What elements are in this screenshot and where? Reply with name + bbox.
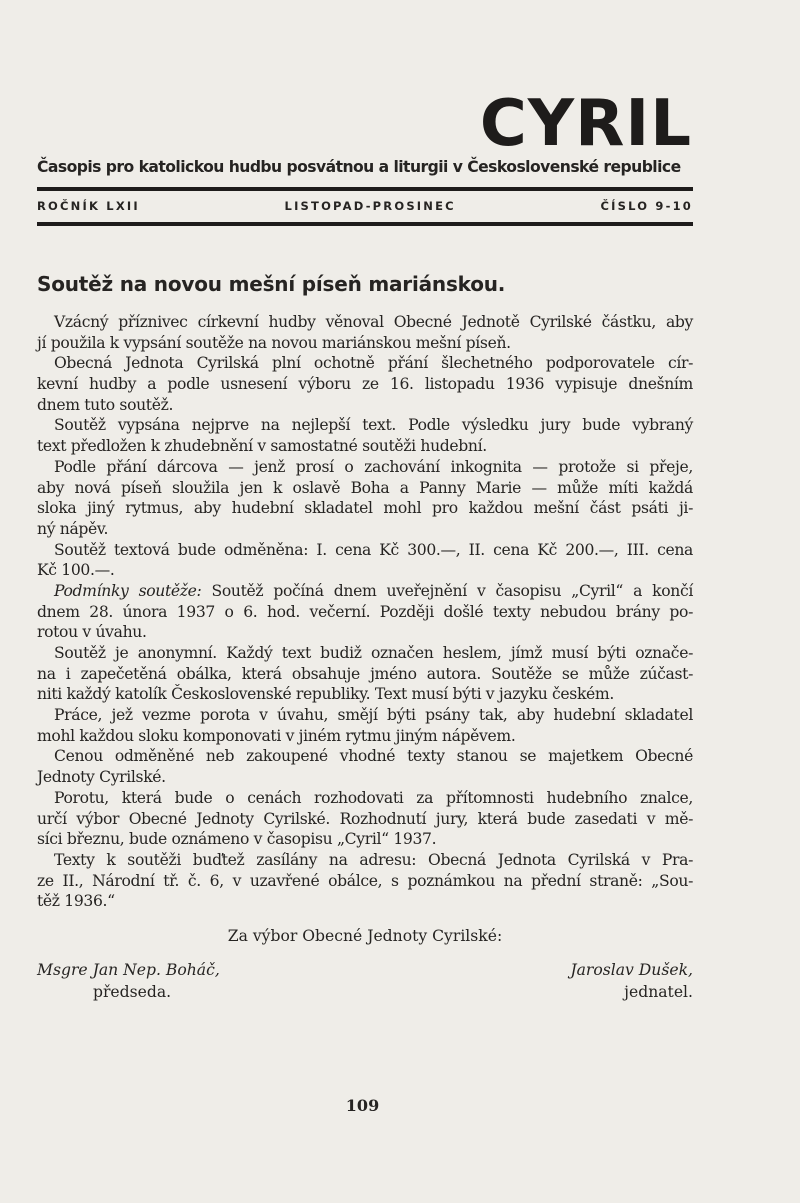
text-line: Kč 100.—. [37, 561, 115, 580]
issue-label: ČÍSLO 9-10 [600, 199, 693, 213]
paragraph [37, 353, 693, 415]
paragraph [37, 746, 693, 787]
journal-subtitle: Časopis pro katolickou hudbu posvátnou a liturgii v Československé republice [37, 158, 681, 176]
text-line: Podle přání dárcova — jenž prosí o zachování inkognita — protože si přeje, [54, 457, 693, 476]
text-line: Obecná Jednota Cyrilská plní ochotně přání šlechetného podporovatele cír- [54, 354, 693, 373]
page-number: 109 [345, 1096, 380, 1115]
paragraph [37, 415, 693, 456]
months-label: LISTOPAD-PROSINEC [284, 199, 456, 213]
text-line: Porotu, která bude o cenách rozhodovati za přítomnosti hudebního znalce, [54, 788, 693, 807]
paragraph [37, 643, 693, 705]
paragraph [37, 312, 693, 353]
text-line: dnem tuto soutěž. [37, 395, 174, 414]
paragraph [37, 581, 693, 643]
text-line: určí výbor Obecné Jednoty Cyrilské. Rozhodnutí jury, která bude zasedati v mě- [37, 809, 693, 828]
text-line: mohl každou sloku komponovati v jiném rytmu jiným nápěvem. [37, 726, 516, 745]
paragraph [37, 850, 693, 912]
text-line: jí použila k vypsání soutěže na novou mariánskou mešní píseň. [37, 333, 511, 352]
line-text: Soutěž počíná dnem uveřejnění v časopisu „Cyril“ a končí [201, 581, 693, 600]
signature-secretary [570, 959, 693, 1003]
text-line: síci březnu, bude oznámeno v časopisu „Cyril“ 1937. [37, 830, 437, 849]
masthead-logo: CYRIL [479, 87, 692, 161]
text-line: ze II., Národní tř. č. 6, v uzavřené obálce, s poznámkou na přední straně: „Sou- [37, 871, 693, 890]
text-line: Cenou odměněné neb zakoupené vhodné texty stanou se majetkem Obecné [54, 747, 693, 766]
text-line: Soutěž textová bude odměněna: I. cena Kč 300.—, II. cena Kč 200.—, III. cena [54, 540, 693, 559]
volume-label: ROČNÍK LXII [37, 199, 140, 213]
text-line: text předložen k zhudebnění v samostatné soutěži hudební. [37, 437, 487, 456]
text-line: niti každý katolík Československé republiky. Text musí býti v jazyku českém. [37, 685, 614, 704]
text-line: na i zapečetěná obálka, která obsahuje jméno autora. Soutěže se může zúčast- [37, 664, 693, 683]
paragraph [37, 788, 693, 850]
paragraph [37, 540, 693, 581]
text-line [37, 581, 693, 602]
text-line: těž 1936.“ [37, 892, 115, 911]
text-line: sloka jiný rytmus, aby hudební skladatel mohl pro každou mešní část psáti ji- [37, 499, 693, 518]
header-rule-top [37, 187, 693, 191]
text-line: ný nápěv. [37, 519, 109, 538]
article-title: Soutěž na novou mešní píseň mariánskou. [37, 272, 506, 296]
text-line: Texty k soutěži buďtež zasílány na adresu: Obecná Jednota Cyrilská v Pra- [54, 850, 693, 869]
text-line: Práce, jež vezme porota v úvahu, smějí býti psány tak, aby hudební skladatel [54, 706, 693, 725]
text-line: Jednoty Cyrilské. [37, 768, 166, 787]
text-line: kevní hudby a podle usnesení výboru ze 16. listopadu 1936 vypisuje dnešním [37, 375, 693, 394]
signatory-name: Jaroslav Dušek, [570, 961, 693, 979]
signature-chairman [37, 959, 220, 1003]
lead-in: Podmínky soutěže: [54, 581, 202, 600]
text-line: Soutěž je anonymní. Každý text budiž označen heslem, jímž musí býti označe- [54, 644, 693, 662]
signatory-role: jednatel. [624, 983, 693, 1001]
text-line: aby nová píseň sloužila jen k oslavě Boha a Panny Marie — může míti každá [37, 478, 693, 497]
signatory-role: předseda. [93, 983, 172, 1001]
text-line: Soutěž vypsána nejprve na nejlepší text. Podle výsledku jury bude vybraný [54, 416, 693, 435]
paragraph [37, 457, 693, 540]
text-line: rotou v úvahu. [37, 623, 147, 642]
article-body [37, 312, 693, 912]
signatory-name: Msgre Jan Nep. Boháč, [37, 961, 220, 979]
issue-info-row [37, 201, 693, 213]
text-line: dnem 28. února 1937 o 6. hod. večerní. Později došlé texty nebudou brány po- [37, 602, 693, 621]
paragraph [37, 705, 693, 746]
header-rule-bottom [37, 222, 693, 226]
text-line: Vzácný příznivec církevní hudby věnoval Obecné Jednotě Cyrilské částku, aby [54, 313, 693, 331]
committee-line: Za výbor Obecné Jednoty Cyrilské: [227, 927, 503, 945]
